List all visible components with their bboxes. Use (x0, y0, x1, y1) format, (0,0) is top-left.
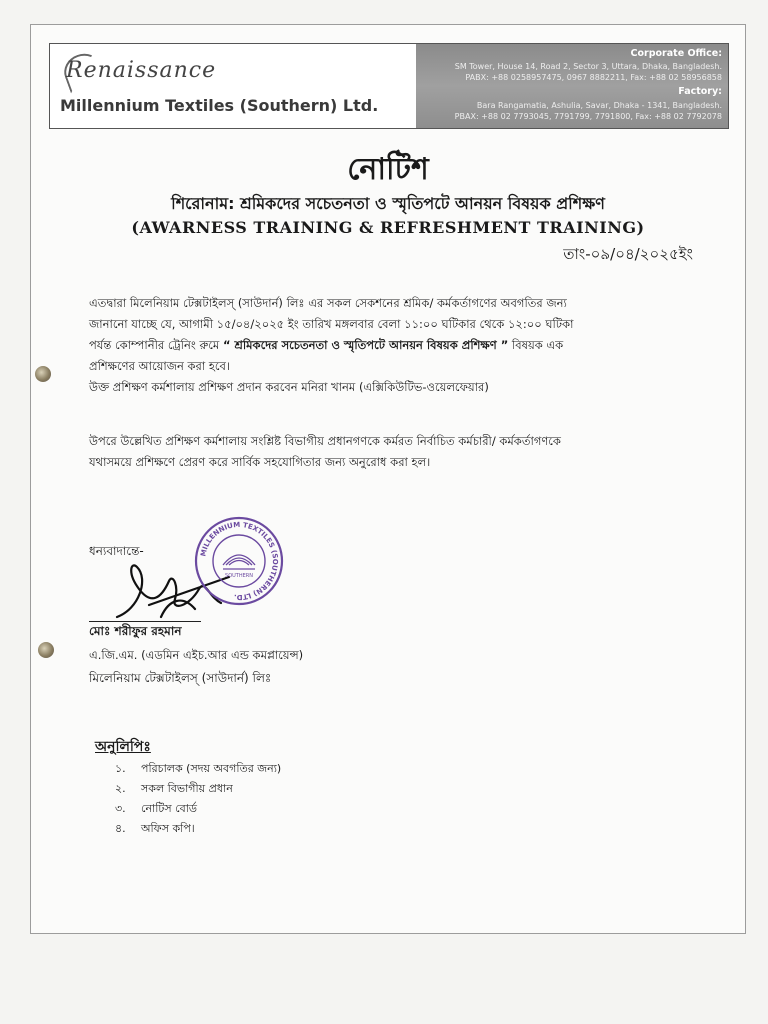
letterhead (49, 43, 729, 129)
body-line: এতদ্বারা মিলেনিয়াম টেক্সটাইলস্ (সাউদার্ন) লিঃ এর সকল সেকশনের শ্রমিক/ কর্মকর্তাগণের অবগতির জন্য (89, 296, 567, 310)
cc-heading: অনুলিপিঃ (95, 739, 151, 755)
cc-item-number: ৩. (115, 802, 126, 815)
punch-hole-icon (35, 366, 51, 382)
notice-page (30, 24, 746, 934)
body-text: পর্যন্ত কোম্পানীর ট্রেনিং রুমে (89, 338, 220, 352)
company-seal-stamp (193, 515, 285, 607)
signer-company: মিলেনিয়াম টেক্সটাইলস্ (সাউদার্ন) লিঃ (89, 671, 272, 685)
subject-bengali: শিরোনাম: শ্রমিকদের সচেতনতা ও স্মৃতিপটে আনয়ন বিষয়ক প্রশিক্ষণ (171, 194, 605, 213)
svg-text:MILLENNIUM TEXTILES (SOUTHERN): MILLENNIUM TEXTILES (SOUTHERN) LTD. (199, 520, 280, 602)
body-paragraph-1 (89, 293, 701, 398)
notice-title: নোটিশ (347, 152, 429, 187)
punch-hole-icon (38, 642, 54, 658)
signer-designation: এ.জি.এম. (এডমিন এইচ.আর এন্ড কমপ্লায়েন্স) (89, 648, 304, 662)
subject-english: (AWARNESS TRAINING & REFRESHMENT TRAINING) (131, 218, 645, 237)
corporate-phone: PABX: +88 0258957475, 0967 8882211, Fax: +88 02 58956858 (465, 73, 722, 82)
cc-item (115, 759, 281, 779)
body-line (89, 335, 701, 356)
body-text: বিষয়ক এক (511, 338, 564, 352)
signature-line (89, 621, 201, 622)
company-name: Millennium Textiles (Southern) Ltd. (60, 96, 379, 115)
training-title-bold: “ শ্রমিকদের সচেতনতা ও স্মৃতিপটে আনয়ন বিষয়ক প্রশিক্ষণ ” (222, 338, 509, 352)
cc-item-number: ৪. (115, 822, 126, 835)
notice-date: তাং-০৯/০৪/২০২৫ইং (563, 245, 693, 263)
factory-address: Bara Rangamatia, Ashulia, Savar, Dhaka - 1341, Bangladesh. (476, 101, 722, 110)
cc-item (115, 779, 281, 799)
body-line: উপরে উল্লেখিত প্রশিক্ষণ কর্মশালায় সংশ্লিষ্ট বিভাগীয় প্রধানগণকে কর্মরত নির্বাচিত কর্মচারী/ কর্মকর্তাগণকে (89, 434, 561, 448)
cc-item-text: পরিচালক (সদয় অবগতির জন্য) (141, 762, 282, 775)
cc-item (115, 799, 281, 819)
trainer-line: উক্ত প্রশিক্ষণ কর্মশালায় প্রশিক্ষণ প্রদান করবেন মনিরা খানম (এক্সিকিউটিভ-ওয়েলফেয়ার) (89, 380, 489, 394)
corporate-heading: Corporate Office: (630, 48, 722, 59)
cc-list (115, 759, 281, 839)
letterhead-brand (50, 44, 416, 128)
closing-text: ধন্যবাদান্তে- (89, 544, 144, 558)
body-line: জানানো যাচ্ছে যে, আগামী ১৫/০৪/২০২৫ ইং তারিখ মঙ্গলবার বেলা ১১:০০ ঘটিকার থেকে ১২:০০ ঘটিকা (89, 317, 574, 331)
body-line: যথাসময়ে প্রশিক্ষণে প্রেরণ করে সার্বিক সহযোগিতার জন্য অনুরোধ করা হল। (89, 455, 431, 469)
cc-item-text: অফিস কপি। (141, 822, 195, 835)
cc-item-text: নোটিস বোর্ড (141, 802, 197, 815)
cc-item (115, 819, 281, 839)
factory-phone: PBAX: +88 02 7793045, 7791799, 7791800, Fax: +88 02 7792078 (454, 112, 722, 121)
cc-item-number: ১. (115, 762, 126, 775)
signer-name: মোঃ শরীফুর রহমান (89, 624, 182, 638)
logo-text: Renaissance (66, 58, 217, 83)
factory-heading: Factory: (678, 86, 722, 97)
svg-text:SOUTHERN: SOUTHERN (225, 573, 253, 579)
body-line: প্রশিক্ষণের আয়োজন করা হবে। (89, 359, 231, 373)
cc-item-number: ২. (115, 782, 126, 795)
body-paragraph-2 (89, 431, 701, 473)
letterhead-contact (416, 44, 728, 128)
cc-item-text: সকল বিভাগীয় প্রধান (141, 782, 233, 795)
corporate-address: SM Tower, House 14, Road 2, Sector 3, Uttara, Dhaka, Bangladesh. (454, 62, 722, 71)
